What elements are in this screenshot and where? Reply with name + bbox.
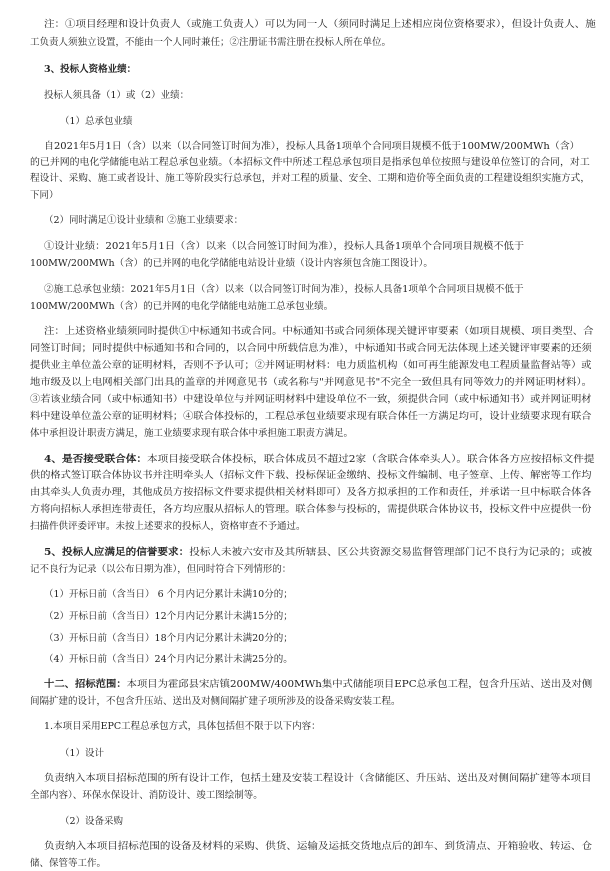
text-line: 100MW/200MWh（含）的已并网的电化学储能电站设计业绩（设计内容须包含施工图设计）。	[30, 258, 433, 269]
text-line: 料中建设单位盖公章的证明材料；④联合体投标的，工程总承包业绩要求现有联合体任一方满足均可，设计业绩要求现有联合	[30, 411, 592, 422]
text-line: 3、投标人资格业绩：	[44, 64, 137, 75]
text-line: 由其牵头人负责办理，其他成员方按招标文件要求提供相关材料即可）及各方拟承担的工作和责任，并承诺一旦中标联合体各	[30, 487, 592, 498]
text-line: （1）设计	[60, 748, 105, 759]
text-line: （4）开标日前（含当日）24个月内记分累计未满25分的。	[44, 654, 293, 665]
bold-heading-prefix: 十二、招标范围：	[44, 679, 127, 690]
text-line: 供的格式签订联合体协议书并注明牵头人（招标文件下载、投标保证金缴纳、投标文件编制、电子签章、上传、解密等工作均	[30, 470, 592, 481]
text-line: 同签订时间；同时提供中标通知书和合同的，以合同中所载信息为准），中标通知书或合同无法体现上述关键评审要素的还须	[30, 343, 592, 354]
text-line: 下同）	[30, 190, 59, 201]
text-line: ②施工总承包业绩：2021年5月1日（含）以来（以合同签订时间为准），投标人具备1项单个合同项目规模不低于	[44, 284, 524, 295]
text-line: 工负责人须独立设置，不能由一个人同时兼任；②注册证书需注册在投标人所在单位。	[30, 37, 392, 48]
text-line-rest: 投标人未被六安市及其所辖县、区公共资源交易监督管理部门记不良行为记录的；或被	[189, 547, 593, 558]
text-line: （2）设备采购	[60, 816, 124, 827]
text-line: 扫描件供评委评审。未按上述要求的投标人，资格审查不予通过。	[30, 521, 306, 532]
text-line: 程设计、采购、施工或者设计、施工等阶段实行总承包，并对工程的质量、安全、工期和造价等全面负责的工程建设组织实施方式，	[30, 173, 590, 184]
text-line: 方将向招标人承担连带责任，各方均应服从招标人的管理。联合体参与投标的，需提供联合体协议书，投标文件中应提供一份	[30, 504, 592, 515]
text-line: ①设计业绩：2021年5月1日（含）以来（以合同签订时间为准），投标人具备1项单个合同项目规模不低于	[44, 241, 525, 252]
text-line: 注：上述资格业绩须同时提供①中标通知书或合同。中标通知书或合同须体现关键评审要素（如项目规模、项目类型、合	[44, 326, 594, 337]
text-line	[44, 679, 592, 691]
text-line: 提供业主单位盖公章的证明材料，否则不予认可；②并网证明材料：电力质监机构（如可再生能源发电工程质量监督站等）或	[30, 360, 592, 371]
text-line: 负责纳入本项目招标范围的所有设计工作，包括土建及安装工程设计（含储能区、升压站、送出及对侧间隔扩建等本项目	[44, 773, 592, 784]
bold-heading-prefix: 5、投标人应满足的信誉要求：	[44, 547, 190, 558]
text-line: （3）开标日前（含当日）18个月内记分累计未满20分的；	[44, 633, 293, 644]
bold-heading-prefix: 4、是否接受联合体：	[44, 454, 147, 465]
text-line: ③若该业绩合同（或中标通知书）中建设单位与并网证明材料中建设单位不一致，须提供合同（或中标通知书）或并网证明材	[30, 394, 592, 405]
text-line: 注：①项目经理和设计负责人（或施工负责人）可以为同一人（须同时满足上述相应岗位资格要求），但设计负责人、施	[44, 19, 596, 30]
text-line: 地市级及以上电网相关部门出具的盖章的并网意见书（或名称与"并网意见书"不完全一致但具有同等效力的并网证明材料）。	[30, 377, 592, 388]
text-line: （1）总承包业绩	[60, 116, 133, 127]
text-line	[44, 547, 592, 559]
text-line: 全部内容）、环保水保设计、消防设计、竣工图绘制等。	[30, 790, 263, 801]
text-line: （2）同时满足①设计业绩和 ②施工业绩要求：	[44, 215, 244, 226]
text-line: 100MW/200MWh（含）的已并网的电化学储能电站施工总承包业绩。	[30, 301, 334, 312]
text-line: 的已并网的电化学储能电站工程总承包业绩。（本招标文件中所述工程总承包项目是指承包单位按照与建设单位签订的合同，对工	[30, 157, 590, 168]
text-line: 间隔扩建的设计，不包含升压站、送出及对侧间隔扩建子项所涉及的设备采购安装工程。	[30, 696, 401, 707]
text-line: 负责纳入本项目招标范围的设备及材料的采购、供货、运输及运抵交货地点后的卸车、到货清点、开箱验收、转运、仓	[44, 841, 593, 852]
text-line: 投标人须具备（1）或（2）业绩：	[44, 90, 190, 101]
text-line: 记不良行为记录（以公布日期为准），但同时符合下列情形的：	[30, 564, 292, 575]
text-line: （2）开标日前（含当日）12个月内记分累计未满15分的；	[44, 611, 293, 622]
text-line: 自2021年5月1日（含）以来（以合同签订时间为准），投标人具备1项单个合同项目规模不低于100MW/200MWh（含）	[44, 141, 580, 152]
text-line: 体中承担设计职责方满足，施工业绩要求现有联合体中承担施工职责方满足。	[30, 428, 354, 439]
text-line: 1.本项目采用EPC工程总承包方式，具体包括但不限于以下内容：	[44, 721, 321, 732]
text-line: 储、保管等工作。	[30, 858, 107, 869]
text-line-rest: 本项目为霍邱县宋店镇200MW/400MWh集中式储能项目EPC总承包工程，包含升压站、送出及对侧	[126, 679, 593, 690]
text-line: （1）开标日前（含当日） 6 个月内记分累计未满10分的；	[44, 589, 293, 600]
text-line	[44, 454, 594, 466]
text-line-rest: 本项目接受联合体投标，联合体成员不超过2家（含联合体牵头人）。联合体各方应按招标文件提	[146, 454, 595, 465]
